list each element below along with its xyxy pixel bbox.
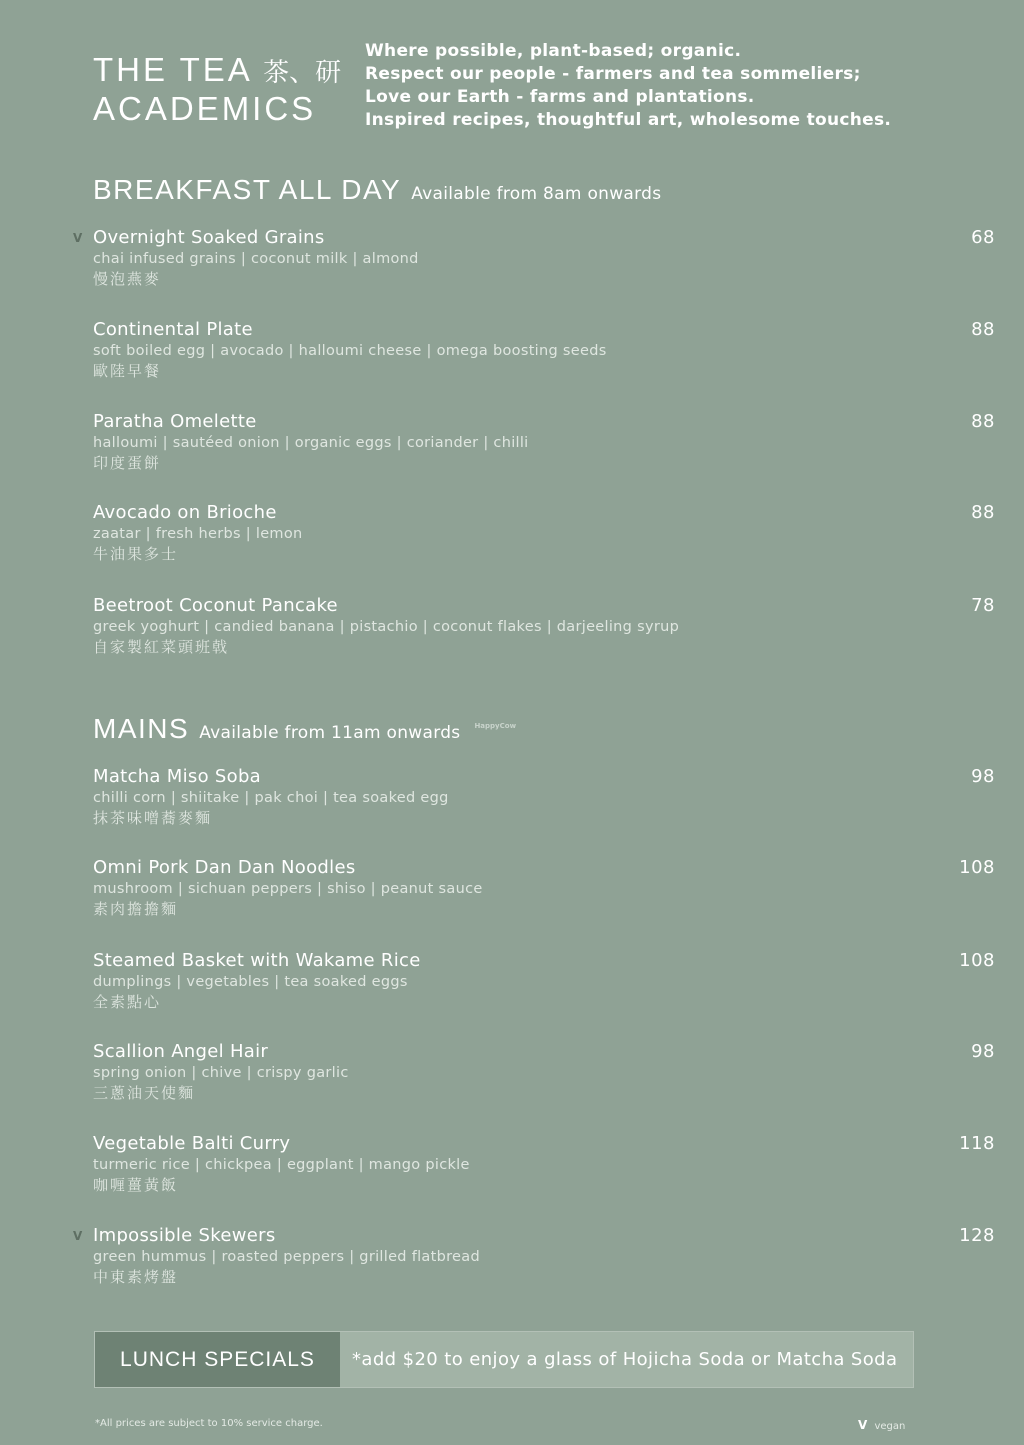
mains-header — [93, 713, 516, 745]
menu-item — [93, 595, 995, 657]
vegan-legend-mark: V — [858, 1418, 868, 1432]
item-description: chilli corn | shiitake | pak choi | tea soaked egg — [93, 790, 449, 806]
item-chinese-name: 抹茶味噌蕎麥麵 — [93, 809, 213, 827]
item-price: 108 — [959, 857, 995, 878]
menu-item — [93, 1133, 995, 1195]
menu-item — [73, 1225, 995, 1287]
brand-name-en: THE TEA — [93, 51, 251, 88]
vegan-mark: V — [73, 1229, 83, 1243]
item-chinese-name: 歐陸早餐 — [93, 362, 162, 380]
item-description: soft boiled egg | avocado | halloumi cheese | omega boosting seeds — [93, 343, 607, 359]
item-chinese-name: 咖喱薑黃飯 — [93, 1176, 179, 1194]
menu-item — [93, 1041, 995, 1103]
menu-item — [93, 411, 995, 473]
item-name: Continental Plate — [93, 319, 253, 340]
brand-line-1 — [93, 52, 341, 91]
breakfast-subtitle: Available from 8am onwards — [411, 184, 662, 204]
item-price: 78 — [971, 595, 995, 616]
tagline-line: Respect our people - farmers and tea sommeliers; — [365, 64, 861, 84]
service-charge-note: *All prices are subject to 10% service charge. — [95, 1418, 323, 1429]
brand-line-2: ACADEMICS — [93, 90, 317, 127]
watermark: HappyCow — [474, 722, 517, 730]
item-price: 88 — [971, 502, 995, 523]
menu-item — [93, 502, 995, 564]
breakfast-header — [93, 174, 661, 206]
menu-item — [73, 227, 995, 289]
item-description: halloumi | sautéed onion | organic eggs | coriander | chilli — [93, 435, 529, 451]
item-chinese-name: 中東素烤盤 — [93, 1268, 179, 1286]
item-price: 128 — [959, 1225, 995, 1246]
item-chinese-name: 自家製紅菜頭班戟 — [93, 638, 230, 656]
item-name: Overnight Soaked Grains — [93, 227, 325, 248]
item-name: Scallion Angel Hair — [93, 1041, 269, 1062]
vegan-legend — [858, 1418, 905, 1432]
item-price: 98 — [971, 1041, 995, 1062]
item-description: green hummus | roasted peppers | grilled flatbread — [93, 1249, 480, 1265]
item-name: Matcha Miso Soba — [93, 766, 262, 787]
tagline-line: Love our Earth - farms and plantations. — [365, 87, 755, 107]
lunch-specials-text: *add $20 to enjoy a glass of Hojicha Soda or Matcha Soda — [340, 1332, 913, 1387]
item-name: Avocado on Brioche — [93, 502, 277, 523]
item-description: chai infused grains | coconut milk | almond — [93, 251, 419, 267]
tagline — [365, 40, 891, 132]
item-price: 98 — [971, 766, 995, 787]
item-chinese-name: 素肉擔擔麵 — [93, 900, 179, 918]
item-chinese-name: 牛油果多士 — [93, 545, 179, 563]
item-chinese-name: 三蔥油天使麵 — [93, 1084, 196, 1102]
item-price: 88 — [971, 411, 995, 432]
mains-title: MAINS — [93, 713, 190, 744]
item-description: mushroom | sichuan peppers | shiso | peanut sauce — [93, 881, 483, 897]
item-description: turmeric rice | chickpea | eggplant | mango pickle — [93, 1157, 470, 1173]
menu-item — [93, 319, 995, 381]
item-price: 68 — [971, 227, 995, 248]
item-price: 118 — [959, 1133, 995, 1154]
item-chinese-name: 慢泡燕麥 — [93, 270, 162, 288]
vegan-mark: V — [73, 231, 83, 245]
lunch-specials-banner — [94, 1331, 914, 1388]
item-price: 88 — [971, 319, 995, 340]
tagline-line: Where possible, plant-based; organic. — [365, 41, 742, 61]
menu-item — [93, 766, 995, 828]
brand-logo — [93, 52, 341, 127]
item-description: zaatar | fresh herbs | lemon — [93, 526, 303, 542]
lunch-specials-label: LUNCH SPECIALS — [95, 1332, 340, 1387]
item-name: Vegetable Balti Curry — [93, 1133, 291, 1154]
item-description: dumplings | vegetables | tea soaked eggs — [93, 974, 408, 990]
item-name: Steamed Basket with Wakame Rice — [93, 950, 421, 971]
item-price: 108 — [959, 950, 995, 971]
menu-item — [93, 857, 995, 919]
item-chinese-name: 全素點心 — [93, 993, 162, 1011]
item-name: Impossible Skewers — [93, 1225, 276, 1246]
item-description: greek yoghurt | candied banana | pistachio | coconut flakes | darjeeling syrup — [93, 619, 680, 635]
item-name: Paratha Omelette — [93, 411, 257, 432]
mains-subtitle: Available from 11am onwards — [199, 723, 461, 743]
breakfast-title: BREAKFAST ALL DAY — [93, 174, 402, 205]
item-description: spring onion | chive | crispy garlic — [93, 1065, 349, 1081]
item-chinese-name: 印度蛋餅 — [93, 454, 162, 472]
item-name: Omni Pork Dan Dan Noodles — [93, 857, 356, 878]
menu-item — [93, 950, 995, 1012]
item-name: Beetroot Coconut Pancake — [93, 595, 338, 616]
brand-name-cn: 茶、研 — [263, 58, 342, 88]
vegan-legend-text: vegan — [874, 1421, 906, 1432]
tagline-line: Inspired recipes, thoughtful art, wholesome touches. — [365, 110, 892, 130]
